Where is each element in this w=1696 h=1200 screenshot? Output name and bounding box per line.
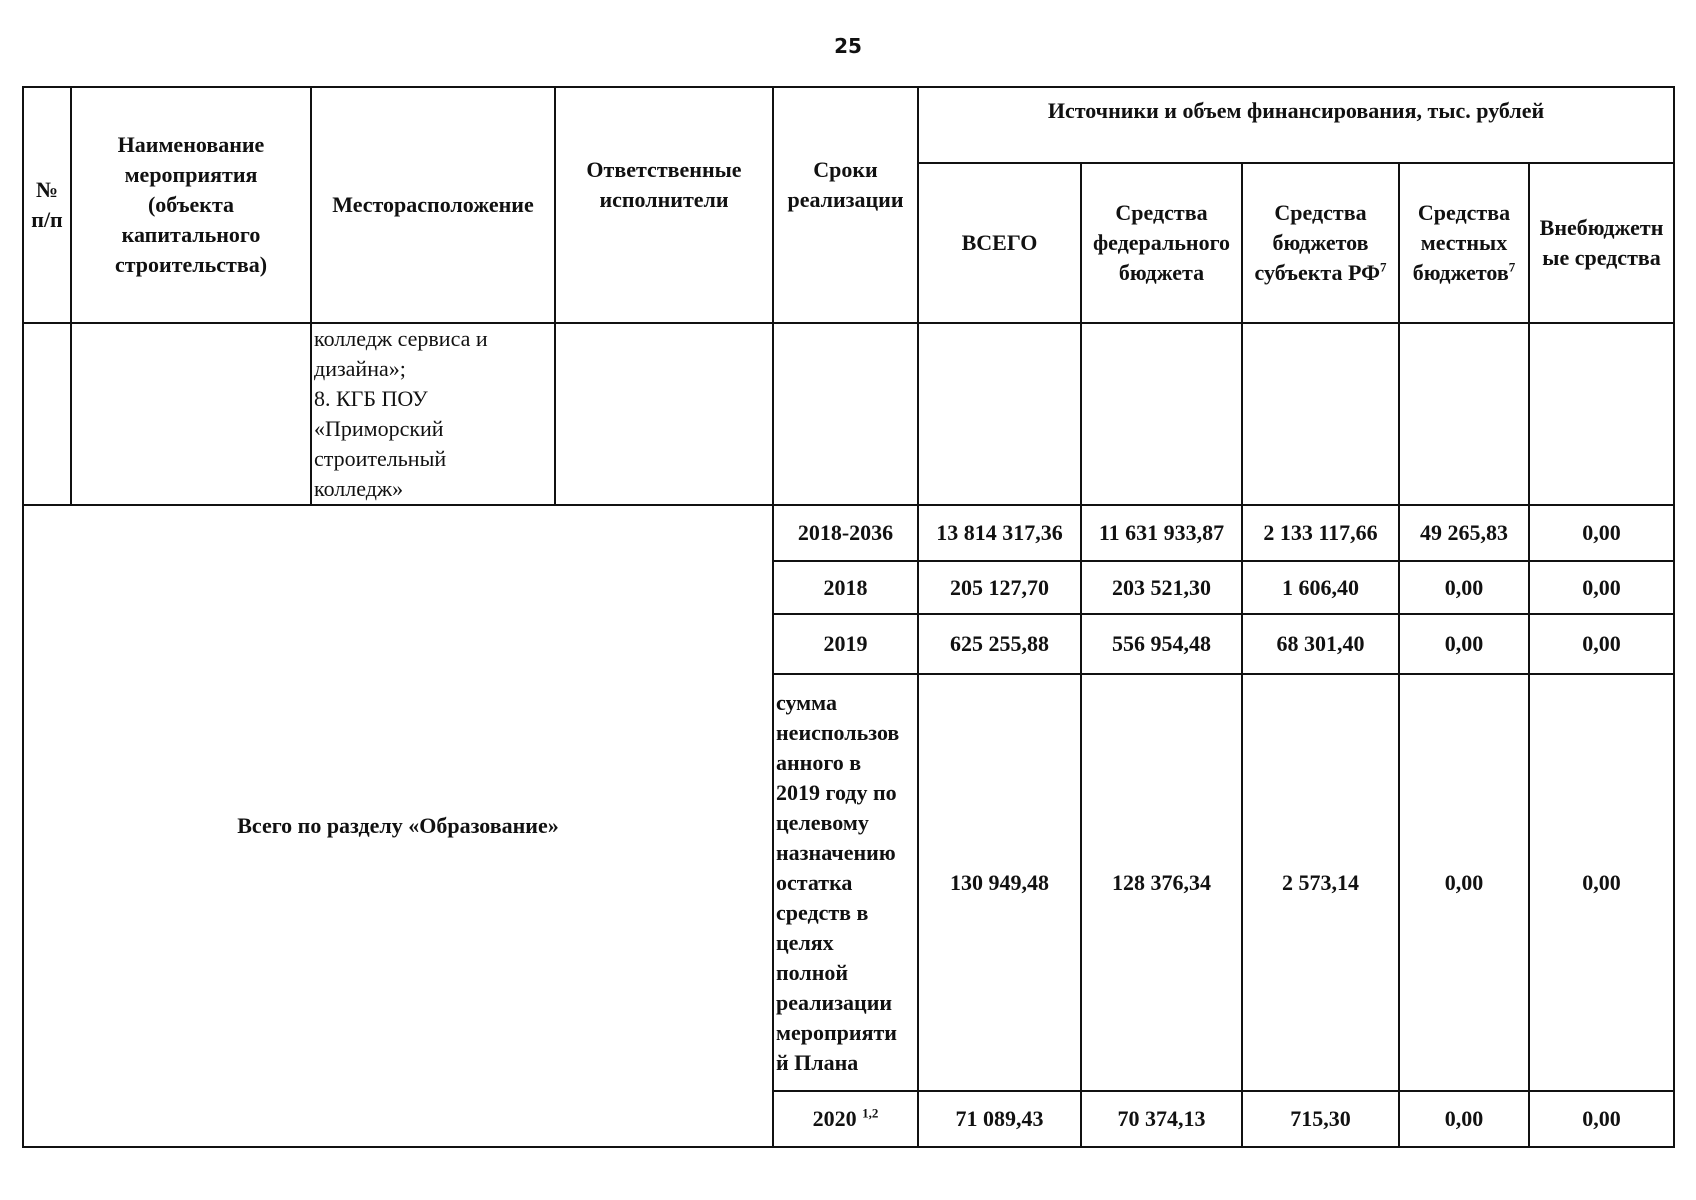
- local-cell: 0,00: [1399, 614, 1529, 674]
- cont-executors-cell: [555, 323, 773, 505]
- header-col-subject: [1242, 163, 1399, 323]
- header-col-location: Месторасположение: [311, 87, 555, 323]
- cont-federal-cell: [1081, 323, 1242, 505]
- header-col-federal: Средства федерального бюджета: [1081, 163, 1242, 323]
- header-col-period: Сроки реализации: [773, 87, 918, 323]
- funding-table: [22, 86, 1675, 1148]
- cont-location-cell: колледж сервиса и дизайна»; 8. КГБ ПОУ «Приморский строительный колледж»: [311, 323, 555, 505]
- header-col-local: [1399, 163, 1529, 323]
- period-cell: [773, 1091, 918, 1147]
- federal-cell: 556 954,48: [1081, 614, 1242, 674]
- header-col-local-footnote: 7: [1508, 259, 1516, 275]
- header-col-extra: Внебюджетн ые средства: [1529, 163, 1674, 323]
- local-cell: 0,00: [1399, 674, 1529, 1091]
- extra-cell: 0,00: [1529, 674, 1674, 1091]
- summary-row-2018-2036: [23, 505, 1674, 561]
- federal-cell: 203 521,30: [1081, 561, 1242, 614]
- extra-cell: 0,00: [1529, 505, 1674, 561]
- extra-cell: 0,00: [1529, 614, 1674, 674]
- header-col-name: Наименование мероприятия (объекта капитального строительства): [71, 87, 311, 323]
- period-footnote: 1,2: [862, 1105, 879, 1121]
- header-col-subject-footnote: 7: [1379, 259, 1387, 275]
- total-cell: 13 814 317,36: [918, 505, 1081, 561]
- continuation-row: [23, 323, 1674, 505]
- subject-cell: 715,30: [1242, 1091, 1399, 1147]
- local-cell: 0,00: [1399, 561, 1529, 614]
- period-cell: 2018-2036: [773, 505, 918, 561]
- period-cell: 2019: [773, 614, 918, 674]
- header-col-num: № п/п: [23, 87, 71, 323]
- federal-cell: 11 631 933,87: [1081, 505, 1242, 561]
- total-cell: 625 255,88: [918, 614, 1081, 674]
- cont-period-cell: [773, 323, 918, 505]
- period-cell: сумма неиспользов анного в 2019 году по целевому назначению остатка средств в целях полной реализации мероприяти й Плана: [773, 674, 918, 1091]
- total-cell: 205 127,70: [918, 561, 1081, 614]
- subject-cell: 2 133 117,66: [1242, 505, 1399, 561]
- subject-cell: 1 606,40: [1242, 561, 1399, 614]
- subject-cell: 68 301,40: [1242, 614, 1399, 674]
- page-number: 25: [834, 34, 862, 58]
- period-label: 2020: [812, 1106, 857, 1131]
- cont-total-cell: [918, 323, 1081, 505]
- federal-cell: 128 376,34: [1081, 674, 1242, 1091]
- summary-title: Всего по разделу «Образование»: [23, 505, 773, 1147]
- total-cell: 71 089,43: [918, 1091, 1081, 1147]
- cont-num-cell: [23, 323, 71, 505]
- local-cell: 49 265,83: [1399, 505, 1529, 561]
- header-col-executors: Ответственные исполнители: [555, 87, 773, 323]
- cont-name-cell: [71, 323, 311, 505]
- cont-extra-cell: [1529, 323, 1674, 505]
- header-col-local-label: Средства местных бюджетов: [1412, 200, 1511, 285]
- total-cell: 130 949,48: [918, 674, 1081, 1091]
- federal-cell: 70 374,13: [1081, 1091, 1242, 1147]
- local-cell: 0,00: [1399, 1091, 1529, 1147]
- cont-subject-cell: [1242, 323, 1399, 505]
- extra-cell: 0,00: [1529, 1091, 1674, 1147]
- period-cell: 2018: [773, 561, 918, 614]
- extra-cell: 0,00: [1529, 561, 1674, 614]
- header-col-total: ВСЕГО: [918, 163, 1081, 323]
- subject-cell: 2 573,14: [1242, 674, 1399, 1091]
- header-funding-group: Источники и объем финансирования, тыс. рублей: [918, 87, 1674, 163]
- cont-local-cell: [1399, 323, 1529, 505]
- header-col-subject-label: Средства бюджетов субъекта РФ: [1254, 200, 1380, 285]
